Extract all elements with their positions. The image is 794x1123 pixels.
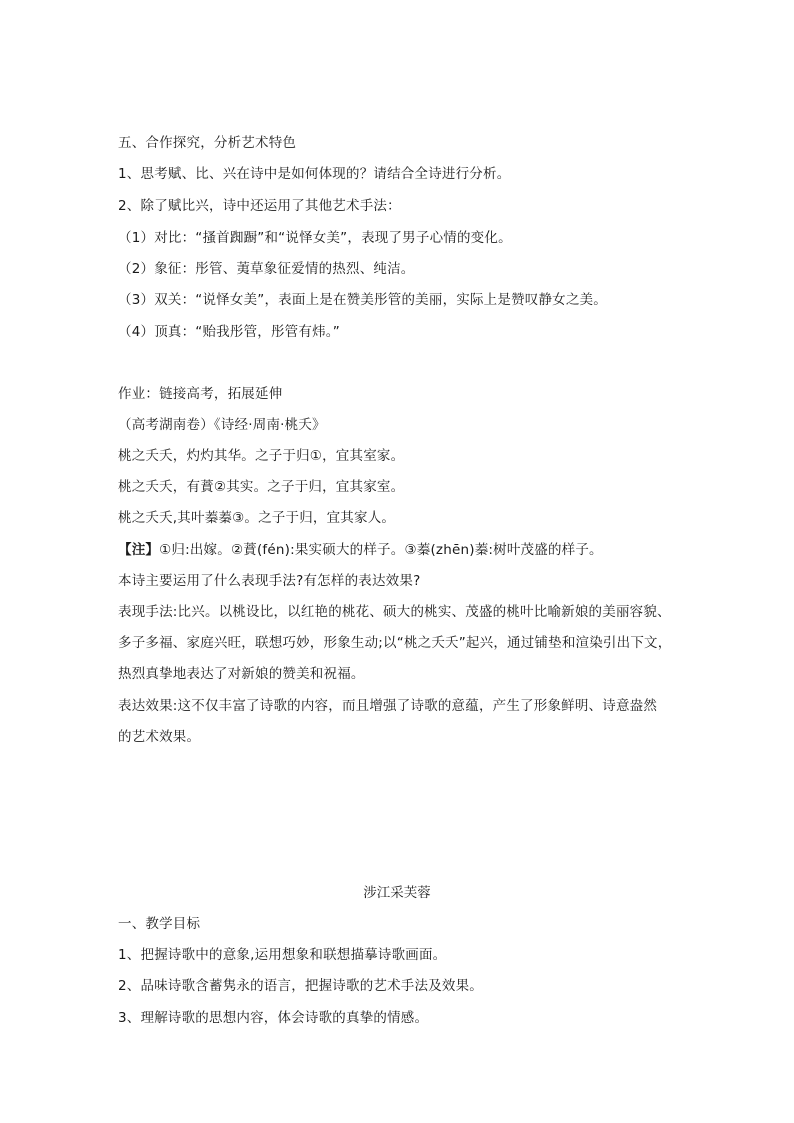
- technique-item: （3）双关：“说怿女美”，表面上是在赞美彤管的美丽，实际上是赞叹静女之美。: [118, 292, 607, 308]
- poem-line: 桃之夭夭,其叶蓁蓁③。之子于归，宜其家人。: [118, 510, 396, 526]
- goal-item: 1、把握诗歌中的意象,运用想象和联想描摹诗歌画面。: [118, 947, 447, 963]
- answer-line: 表达效果:这不仅丰富了诗歌的内容，而且增强了诗歌的意蕴，产生了形象鲜明、诗意盎然: [118, 698, 658, 714]
- homework-question: 本诗主要运用了什么表现手法?有怎样的表达效果?: [118, 573, 421, 589]
- answer-line: 表现手法:比兴。以桃设比，以红艳的桃花、硕大的桃实、茂盛的桃叶比喻新娘的美丽容貌、: [118, 604, 671, 620]
- answer-line: 热烈真挚地表达了对新娘的赞美和祝福。: [118, 666, 365, 682]
- poem-line: 桃之夭夭，有蕡②其实。之子于归，宜其家室。: [118, 479, 405, 495]
- answer-line: 多子多福、家庭兴旺，联想巧妙，形象生动;以“桃之夭夭”起兴，通过铺垫和渲染引出下文，: [118, 635, 672, 651]
- goals-heading: 一、教学目标: [118, 916, 201, 932]
- question-2: 2、除了赋比兴，诗中还运用了其他艺术手法：: [118, 198, 401, 214]
- note-text: ①归:出嫁。②蕡(fén):果实硕大的样子。③蓁(zhēn)蓁:树叶茂盛的样子。: [159, 542, 603, 558]
- poem-source: （高考湖南卷）《诗经·周南·桃夭》: [118, 417, 326, 433]
- technique-item: （1）对比：“搔首踟蹰”和“说怿女美”，表现了男子心情的变化。: [118, 230, 512, 246]
- answer-line: 的艺术效果。: [118, 729, 201, 745]
- poem-notes: [118, 541, 688, 559]
- goal-item: 3、理解诗歌的思想内容，体会诗歌的真挚的情感。: [118, 1010, 429, 1026]
- note-label: 【注】: [118, 542, 160, 558]
- section-heading: 五、合作探究，分析艺术特色: [118, 135, 297, 151]
- technique-item: （2）象征：彤管、荑草象征爱情的热烈、纯洁。: [118, 261, 415, 277]
- homework-heading: 作业：链接高考，拓展延伸: [118, 386, 283, 402]
- technique-item: （4）顶真：“贻我彤管，彤管有炜。”: [118, 324, 340, 340]
- lesson-title: 涉江采芙蓉: [363, 885, 431, 901]
- question-1: 1、思考赋、比、兴在诗中是如何体现的？请结合全诗进行分析。: [118, 166, 511, 182]
- goal-item: 2、品味诗歌含蓄隽永的语言，把握诗歌的艺术手法及效果。: [118, 978, 483, 994]
- poem-line: 桃之夭夭，灼灼其华。之子于归①，宜其室家。: [118, 448, 405, 464]
